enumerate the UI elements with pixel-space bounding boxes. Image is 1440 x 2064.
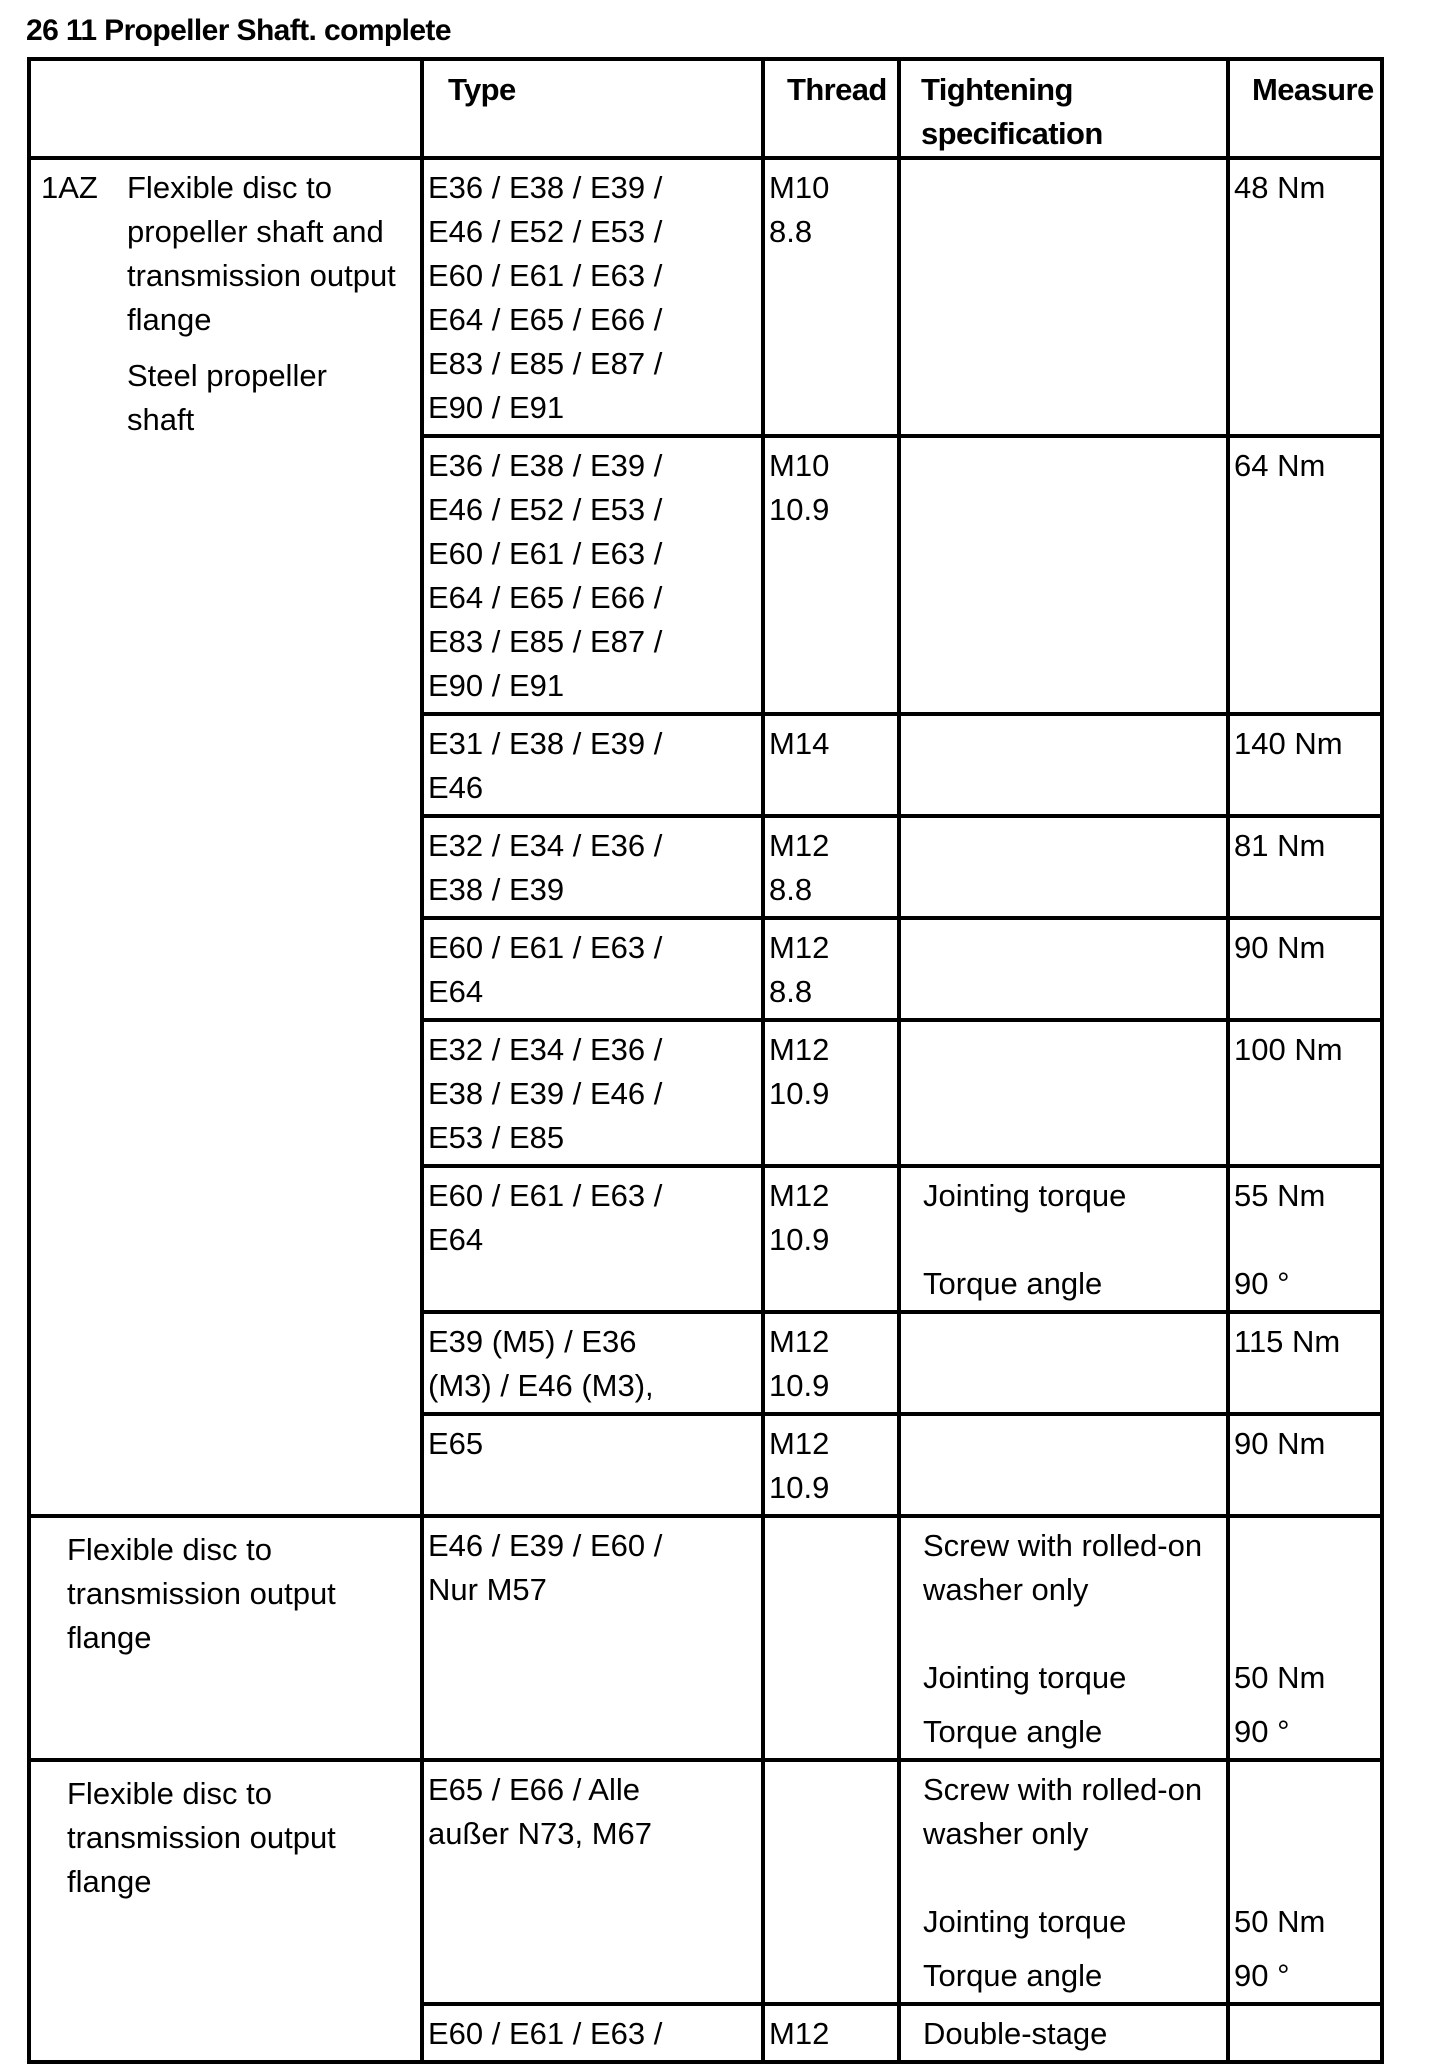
measure-torque-angle: 90 ° (1234, 1958, 1290, 1993)
page-title: 26 11 Propeller Shaft. complete (26, 14, 451, 47)
group-note: Steel propeller shaft (127, 358, 327, 437)
thread-cell: M12 (763, 2004, 899, 2062)
type-cell: E65 (422, 1414, 763, 1516)
type-cell: E46 / E39 / E60 / Nur M57 (422, 1516, 763, 1760)
table-row (29, 1760, 1382, 2004)
group-1az-description (29, 158, 422, 1516)
spec-cell (899, 1516, 1228, 1760)
thread-cell: M12 8.8 (763, 816, 899, 918)
measure-cell: 115 Nm (1228, 1312, 1382, 1414)
spec-cell (899, 1020, 1228, 1166)
header-type: Type (422, 59, 763, 158)
type-cell: E32 / E34 / E36 / E38 / E39 / E46 / E53 / E85 (422, 1020, 763, 1166)
spec-note: Screw with rolled-on washer only (923, 1528, 1203, 1607)
spec-cell (899, 918, 1228, 1020)
thread-cell: M14 (763, 714, 899, 816)
type-cell: E60 / E61 / E63 / E64 (422, 1166, 763, 1312)
measure-cell: 64 Nm (1228, 436, 1382, 714)
thread-cell (763, 1516, 899, 1760)
thread-cell (763, 1760, 899, 2004)
spec-cell: Double-stage (899, 2004, 1228, 2062)
spec-cell (899, 1414, 1228, 1516)
type-cell: E36 / E38 / E39 / E46 / E52 / E53 / E60 / E61 / E63 / E64 / E65 / E66 / E83 / E85 / E87 / E90 / E91 (422, 436, 763, 714)
measure-torque-angle: 90 ° (1234, 1266, 1290, 1301)
spec-cell (899, 158, 1228, 436)
thread-cell: M12 10.9 (763, 1020, 899, 1166)
table-row (29, 1516, 1382, 1760)
thread-cell: M12 10.9 (763, 1414, 899, 1516)
table-row (29, 158, 1382, 436)
measure-cell: 100 Nm (1228, 1020, 1382, 1166)
spec-cell (899, 714, 1228, 816)
thread-cell: M12 10.9 (763, 1166, 899, 1312)
spec-jointing-torque: Jointing torque (923, 1660, 1127, 1695)
type-cell: E60 / E61 / E63 / E64 (422, 918, 763, 1020)
spec-torque-angle: Torque angle (923, 1958, 1103, 1993)
thread-cell: M12 8.8 (763, 918, 899, 1020)
thread-cell: M10 8.8 (763, 158, 899, 436)
thread-cell: M12 10.9 (763, 1312, 899, 1414)
measure-cell: 90 Nm (1228, 1414, 1382, 1516)
type-cell: E60 / E61 / E63 / (422, 2004, 763, 2062)
measure-cell (1228, 1760, 1382, 2004)
spec-cell (899, 1760, 1228, 2004)
table-header-row (29, 59, 1382, 158)
measure-jointing-torque: 55 Nm (1234, 1178, 1326, 1213)
spec-cell (899, 436, 1228, 714)
type-cell: E31 / E38 / E39 / E46 (422, 714, 763, 816)
spec-jointing-torque: Jointing torque (923, 1904, 1127, 1939)
type-cell: E36 / E38 / E39 / E46 / E52 / E53 / E60 / E61 / E63 / E64 / E65 / E66 / E83 / E85 / E87 / E90 / E91 (422, 158, 763, 436)
measure-cell (1228, 1166, 1382, 1312)
measure-cell (1228, 1516, 1382, 1760)
measure-cell: 140 Nm (1228, 714, 1382, 816)
header-measure: Measure (1228, 59, 1382, 158)
spec-torque-angle: Torque angle (923, 1266, 1103, 1301)
measure-jointing-torque: 50 Nm (1234, 1904, 1326, 1939)
header-thread: Thread (763, 59, 899, 158)
spec-cell (899, 816, 1228, 918)
measure-torque-angle: 90 ° (1234, 1714, 1290, 1749)
group-a-description: Flexible disc to transmission output flange (29, 1516, 422, 1760)
spec-torque-angle: Torque angle (923, 1714, 1103, 1749)
measure-cell (1228, 2004, 1382, 2062)
type-cell: E65 / E66 / Alle außer N73, M67 (422, 1760, 763, 2004)
measure-cell: 90 Nm (1228, 918, 1382, 1020)
torque-spec-table (27, 57, 1384, 2064)
header-description (29, 59, 422, 158)
group-b-description: Flexible disc to transmission output flange (29, 1760, 422, 2062)
measure-cell: 81 Nm (1228, 816, 1382, 918)
group-description: Flexible disc to propeller shaft and transmission output flange (127, 170, 396, 337)
spec-jointing-torque: Jointing torque (923, 1178, 1127, 1213)
spec-cell (899, 1166, 1228, 1312)
spec-cell (899, 1312, 1228, 1414)
measure-jointing-torque: 50 Nm (1234, 1660, 1326, 1695)
header-tightening-specification: Tightening specification (899, 59, 1228, 158)
spec-note: Screw with rolled-on washer only (923, 1772, 1203, 1851)
thread-cell: M10 10.9 (763, 436, 899, 714)
type-cell: E39 (M5) / E36 (M3) / E46 (M3), (422, 1312, 763, 1414)
measure-cell: 48 Nm (1228, 158, 1382, 436)
type-cell: E32 / E34 / E36 / E38 / E39 (422, 816, 763, 918)
group-code: 1AZ (41, 170, 98, 205)
